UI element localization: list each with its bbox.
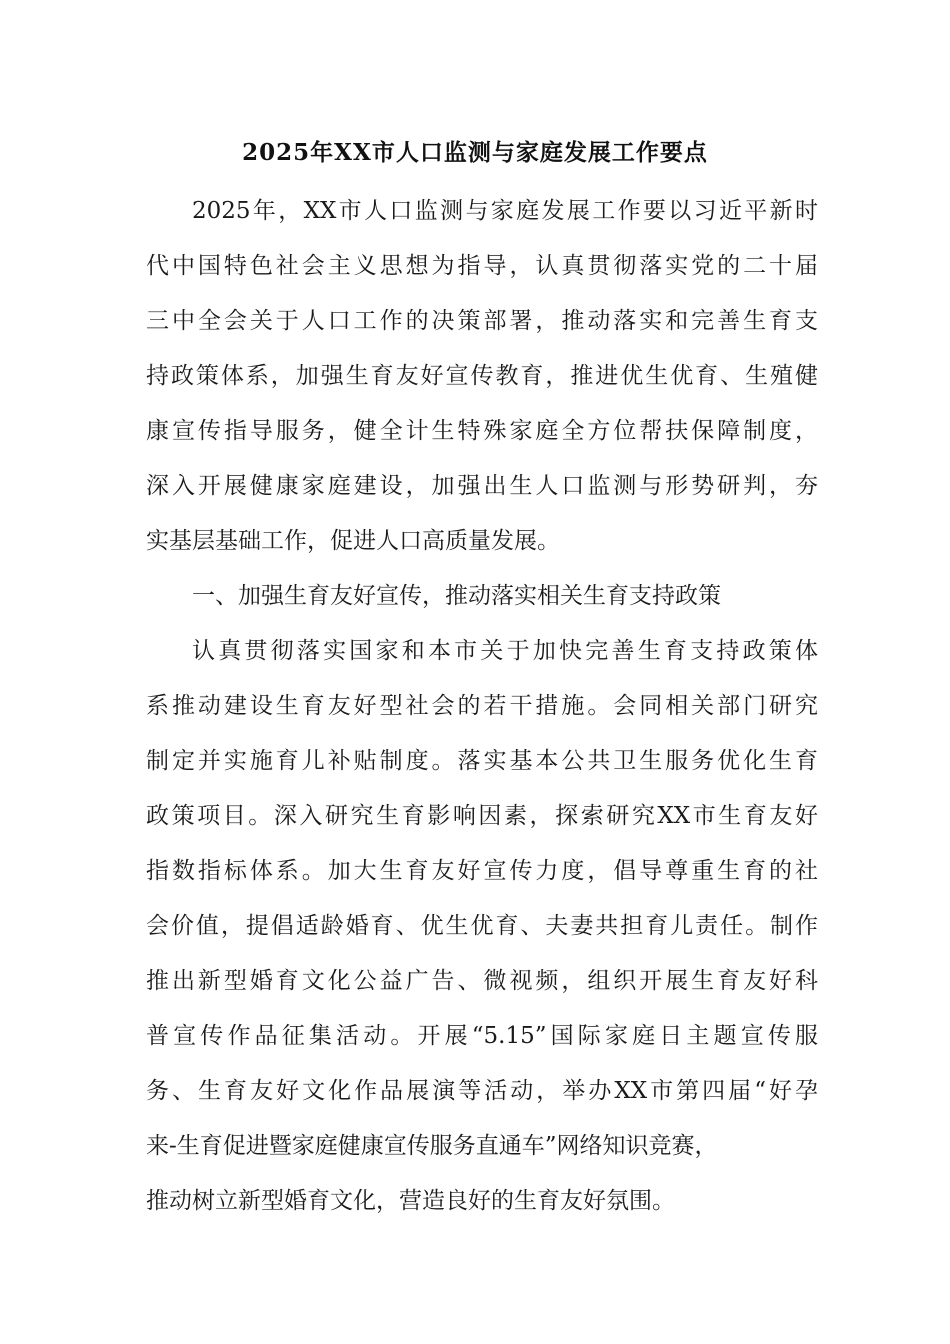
paragraph-2-line: 推出新型婚育文化公益广告、微视频，组织开展生育友好科 — [146, 968, 818, 994]
paragraph-2-line: 政策项目。深入研究生育影响因素，探索研究XX市生育友好 — [146, 803, 818, 829]
document-body — [146, 184, 818, 1229]
paragraph-2-line: 指数指标体系。加大生育友好宣传力度，倡导尊重生育的社 — [146, 858, 818, 884]
paragraph-1-line: 实基层基础工作，促进人口高质量发展。 — [146, 528, 560, 554]
section-heading: 一、加强生育友好宣传，推动落实相关生育支持政策 — [192, 583, 721, 609]
paragraph-2-line: 会价值，提倡适龄婚育、优生优育、夫妻共担育儿责任。制作 — [146, 913, 818, 939]
paragraph-2-line: 推动树立新型婚育文化，营造良好的生育友好氛围。 — [146, 1188, 675, 1214]
document-title: 2025年XX市人口监测与家庭发展工作要点 — [242, 139, 708, 166]
paragraph-2-line: 系推动建设生育友好型社会的若干措施。会同相关部门研究 — [146, 693, 818, 719]
paragraph-1-line: 康宣传指导服务，健全计生特殊家庭全方位帮扶保障制度， — [146, 418, 818, 444]
paragraph-1-line: 深入开展健康家庭建设，加强出生人口监测与形势研判，夯 — [146, 473, 818, 499]
paragraph-2-line: 务、生育友好文化作品展演等活动，举办XX市第四届“好孕 — [146, 1078, 818, 1104]
paragraph-1-line: 持政策体系，加强生育友好宣传教育，推进优生优育、生殖健 — [146, 363, 818, 389]
paragraph-2-line: 普宣传作品征集活动。开展“5.15”国际家庭日主题宣传服 — [146, 1023, 818, 1049]
paragraph-1-line: 2025年，XX市人口监测与家庭发展工作要以习近平新时 — [192, 198, 818, 224]
paragraph-1-line: 代中国特色社会主义思想为指导，认真贯彻落实党的二十届 — [146, 253, 818, 279]
paragraph-2-line: 制定并实施育儿补贴制度。落实基本公共卫生服务优化生育 — [146, 748, 818, 774]
paragraph-2-line: 来-生育促进暨家庭健康宣传服务直通车”网络知识竞赛， — [146, 1133, 718, 1159]
paragraph-2-line: 认真贯彻落实国家和本市关于加快完善生育支持政策体 — [192, 638, 818, 664]
paragraph-1-line: 三中全会关于人口工作的决策部署，推动落实和完善生育支 — [146, 308, 818, 334]
